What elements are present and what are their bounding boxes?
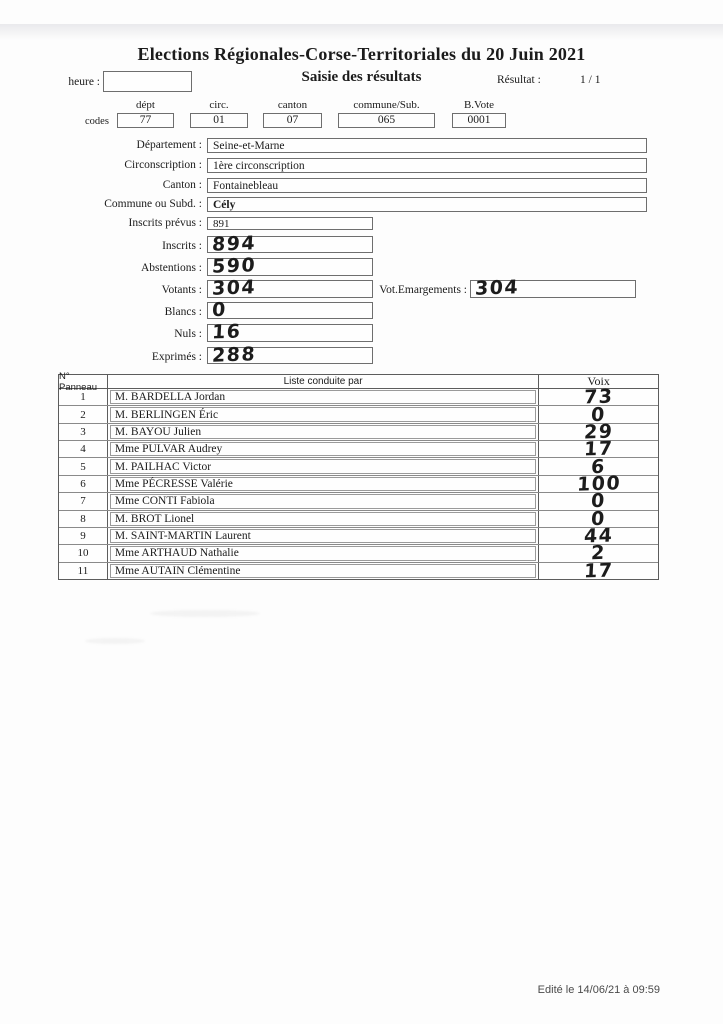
inscrits-prevus-value: 891 (213, 217, 230, 230)
code-canton-label: canton (277, 99, 308, 111)
votants-label: Votants : (161, 284, 202, 296)
inscrits-field (207, 231, 373, 256)
voix-value: 17 (583, 559, 614, 583)
voix-value: 0 (590, 403, 607, 426)
candidate-name: M. SAINT-MARTIN Laurent (110, 529, 536, 543)
header-panneau: N° Panneau (59, 375, 108, 388)
candidate-name: Mme PÉCRESSE Valérie (110, 477, 536, 491)
code-canton-value: 07 (263, 113, 322, 128)
candidate-name: Mme CONTI Fabiola (110, 494, 536, 508)
codes-label: codes (85, 116, 109, 127)
candidate-name: M. BROT Lionel (110, 512, 536, 526)
form-title: Elections Régionales-Corse-Territoriales du 20 Juin 2021 (137, 44, 586, 64)
row-num: 5 (59, 458, 108, 474)
row-num: 11 (59, 563, 108, 579)
table-row (59, 542, 658, 565)
code-bvote-label: B.Vote (463, 99, 495, 111)
inscrits-value: 894 (211, 231, 257, 256)
code-dept-value: 77 (117, 113, 174, 128)
row-num: 10 (59, 545, 108, 561)
votants-value: 304 (211, 276, 257, 300)
blancs-label: Blancs : (164, 306, 202, 318)
scan-artifact (150, 610, 260, 617)
code-bvote-value: 0001 (452, 113, 506, 128)
row-num: 7 (59, 493, 108, 509)
candidate-name: Mme AUTAIN Clémentine (110, 564, 536, 578)
circonscription-value: 1ère circonscription (213, 159, 305, 172)
abstentions-value: 590 (211, 254, 257, 278)
candidate-name: Mme ARTHAUD Nathalie (110, 546, 536, 560)
inscrits-prevus-label: Inscrits prévus : (128, 217, 202, 229)
voix-value: 0 (590, 490, 607, 513)
commune-field (207, 197, 647, 212)
exprimes-field (207, 342, 373, 367)
canton-value: Fontainebleau (213, 179, 279, 192)
table-row (59, 437, 658, 461)
commune-value: Cély (213, 198, 236, 211)
code-group-dept (117, 99, 174, 128)
departement-label: Département : (136, 139, 202, 151)
exprimes-label: Exprimés : (151, 351, 202, 363)
table-row (59, 507, 658, 530)
voix-value: 2 (590, 542, 607, 565)
code-group-canton (263, 99, 322, 128)
code-commune-label: commune/Sub. (353, 99, 420, 111)
canton-field (207, 178, 647, 193)
commune-label: Commune ou Subd. : (104, 198, 202, 210)
candidate-name: M. BAYOU Julien (110, 425, 536, 439)
departement-field (207, 138, 647, 153)
nuls-value: 16 (211, 320, 243, 344)
header-voix: Voix (587, 374, 610, 388)
inscrits-prevus-field (207, 217, 373, 230)
candidate-name: M. BARDELLA Jordan (110, 390, 536, 404)
table-row (59, 385, 658, 409)
circonscription-field (207, 158, 647, 173)
results-table (58, 370, 659, 583)
table-row (59, 420, 658, 444)
resultat-value: 1 / 1 (580, 74, 601, 86)
resultat-label: Résultat : (497, 74, 541, 86)
nuls-label: Nuls : (174, 328, 202, 340)
candidate-name: M. BERLINGEN Éric (110, 407, 536, 421)
code-group-circ (190, 99, 248, 128)
voix-value: 0 (590, 507, 607, 530)
inscrits-label: Inscrits : (162, 240, 202, 252)
circonscription-label: Circonscription : (124, 159, 202, 171)
scan-artifact (0, 24, 723, 40)
heure-label: heure : (68, 76, 100, 88)
row-num: 1 (59, 389, 108, 405)
row-num: 6 (59, 476, 108, 492)
code-dept-label: dépt (136, 99, 155, 111)
row-num: 4 (59, 441, 108, 457)
blancs-value: 0 (211, 298, 228, 321)
voix-value: 17 (583, 437, 614, 461)
code-group-bvote (452, 99, 506, 128)
table-row (59, 490, 658, 513)
voix-value: 6 (590, 455, 607, 478)
row-num: 9 (59, 528, 108, 544)
exprimes-value: 288 (211, 342, 257, 367)
blancs-field (207, 298, 373, 321)
print-timestamp: Edité le 14/06/21 à 09:59 (537, 984, 660, 996)
canton-label: Canton : (162, 179, 202, 191)
vot-emargements-field (470, 276, 636, 300)
row-num: 2 (59, 406, 108, 422)
abstentions-field (207, 254, 373, 278)
voix-value: 100 (575, 472, 622, 496)
nuls-field (207, 320, 373, 344)
candidate-name: M. PAILHAC Victor (110, 459, 536, 473)
voix-value: 73 (583, 385, 614, 409)
row-num: 8 (59, 511, 108, 527)
results-table-header (59, 370, 658, 393)
code-group-commune (338, 99, 435, 128)
code-circ-label: circ. (209, 99, 229, 111)
code-commune-value: 065 (338, 113, 435, 128)
abstentions-label: Abstentions : (140, 262, 202, 274)
form-subtitle: Saisie des résultats (301, 69, 422, 85)
voix-value: 29 (583, 420, 614, 444)
candidate-name: Mme PULVAR Audrey (110, 442, 536, 456)
scan-artifact (85, 638, 145, 644)
vot-emargements-label: Vot.Emargements : (379, 284, 467, 296)
header-liste: Liste conduite par (108, 375, 539, 388)
vot-emargements-value: 304 (474, 276, 520, 300)
departement-value: Seine-et-Marne (213, 139, 285, 152)
voix-value: 44 (583, 524, 614, 548)
table-row (59, 524, 658, 548)
table-row (59, 455, 658, 478)
table-row (59, 472, 658, 496)
row-num: 3 (59, 424, 108, 440)
code-circ-value: 01 (190, 113, 248, 128)
table-row (59, 403, 658, 426)
table-row (59, 559, 658, 583)
